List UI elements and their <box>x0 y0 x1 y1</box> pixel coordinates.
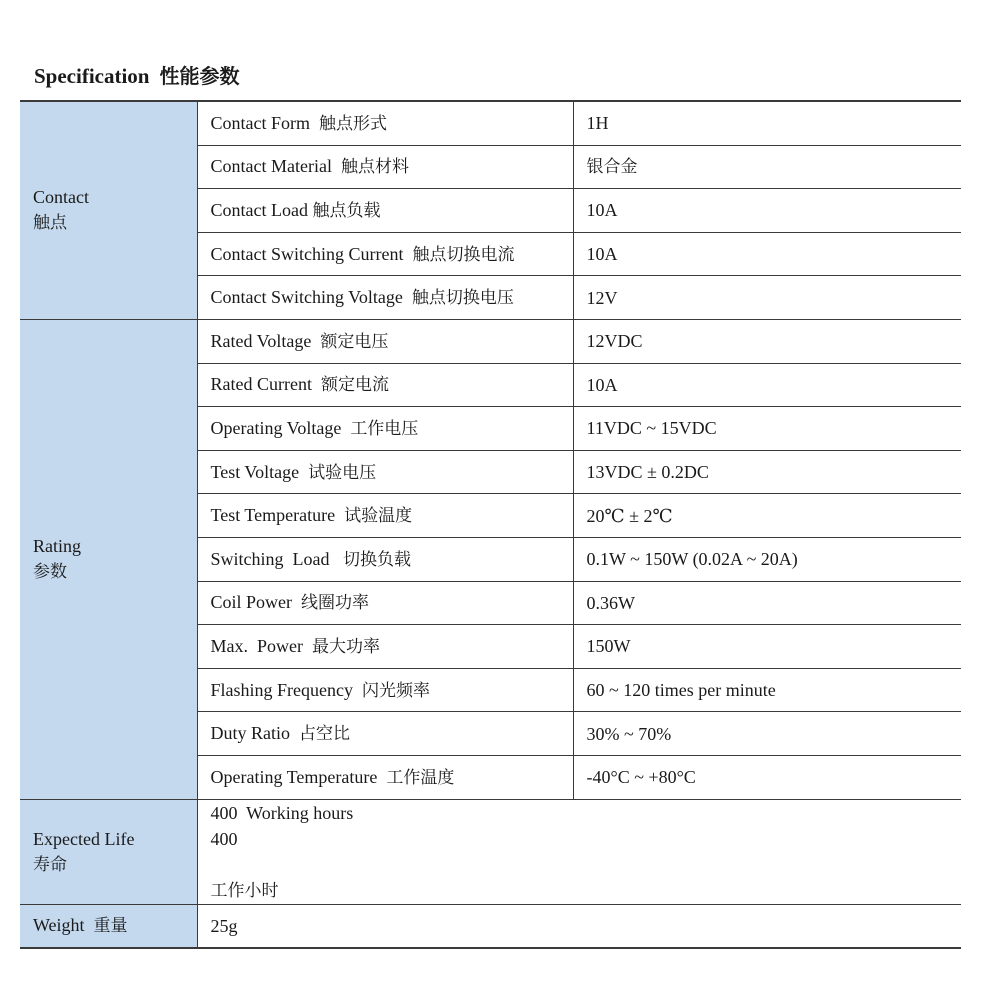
param-label-chinese: 闪光频率 <box>361 680 430 701</box>
table-row <box>20 319 961 363</box>
param-cell <box>197 232 573 276</box>
group-label-english: Rating <box>33 536 81 557</box>
param-cell <box>197 625 573 669</box>
param-label-chinese: 工作温度 <box>386 767 455 788</box>
param-label-english: Contact Switching Current <box>210 243 404 264</box>
param-cell <box>197 363 573 407</box>
param-label-chinese: 额定电流 <box>320 375 389 396</box>
param-label-chinese: 切换负载 <box>343 549 411 570</box>
param-cell <box>197 581 573 625</box>
value-cell: 10A <box>573 363 961 407</box>
value-cell: 60 ~ 120 times per minute <box>573 668 961 712</box>
value-cell: 11VDC ~ 15VDC <box>573 407 961 451</box>
param-label-english: Contact Load <box>210 199 308 220</box>
param-label-english: Operating Voltage <box>210 417 342 438</box>
life-hours-number: 400 <box>210 828 238 849</box>
value-cell: 20℃ ± 2℃ <box>573 494 961 538</box>
param-label-chinese: 占空比 <box>299 724 350 745</box>
value-cell: 0.1W ~ 150W (0.02A ~ 20A) <box>573 537 961 581</box>
param-label-english: Contact Switching Voltage <box>210 287 403 308</box>
life-line-english: 400 Working hours <box>210 802 354 823</box>
table-row <box>20 799 961 904</box>
table-row <box>20 904 961 948</box>
param-cell <box>197 145 573 189</box>
param-cell <box>197 189 573 233</box>
param-cell <box>197 755 573 799</box>
group-weight <box>20 904 197 948</box>
group-rating <box>20 319 197 799</box>
group-label-chinese: 寿命 <box>33 854 67 875</box>
table-row <box>20 101 961 145</box>
value-cell: 银合金 <box>573 145 961 189</box>
param-label-chinese: 额定电压 <box>320 331 389 352</box>
param-label-english: Operating Temperature <box>210 766 378 787</box>
group-label-english: Weight <box>33 915 85 935</box>
life-line-chinese <box>211 826 962 904</box>
value-cell: 1H <box>573 101 961 145</box>
param-cell <box>197 276 573 320</box>
value-cell: -40°C ~ +80°C <box>573 755 961 799</box>
param-label-english: Max. Power <box>210 635 303 656</box>
param-label-english: Contact Material <box>210 156 332 177</box>
group-label-chinese: 重量 <box>93 916 128 936</box>
param-label-english: Test Temperature <box>210 505 336 526</box>
param-label-chinese: 触点材料 <box>340 157 409 178</box>
group-label-chinese: 参数 <box>33 562 67 583</box>
param-label-chinese: 试验温度 <box>344 506 413 527</box>
param-label-chinese: 触点切换电流 <box>412 244 515 265</box>
param-label-english: Rated Current <box>210 374 312 395</box>
param-cell <box>197 450 573 494</box>
param-label-english: Switching Load <box>210 548 330 569</box>
group-expected-life <box>20 799 197 904</box>
param-label-chinese: 触点形式 <box>319 113 387 134</box>
param-label-english: Rated Voltage <box>210 330 312 351</box>
param-cell <box>197 319 573 363</box>
group-label-english: Contact <box>33 187 89 208</box>
value-cell: 0.36W <box>573 581 961 625</box>
param-label-english: Coil Power <box>210 592 293 613</box>
param-label-english: Test Voltage <box>210 461 300 482</box>
param-label-english: Duty Ratio <box>210 723 290 744</box>
expected-life-value <box>197 799 961 904</box>
param-label-chinese: 触点负载 <box>312 200 381 221</box>
param-label-chinese: 试验电压 <box>308 462 377 483</box>
value-cell: 12V <box>573 276 961 320</box>
value-cell: 10A <box>573 232 961 276</box>
page-title <box>34 62 240 90</box>
weight-value: 25g <box>197 904 961 948</box>
group-label-english: Expected Life <box>33 828 135 849</box>
param-label-chinese: 触点切换电压 <box>411 288 514 309</box>
param-cell <box>197 712 573 756</box>
param-cell <box>197 537 573 581</box>
param-cell <box>197 407 573 451</box>
param-cell <box>197 101 573 145</box>
value-cell: 13VDC ± 0.2DC <box>573 450 961 494</box>
specification-table <box>20 100 961 949</box>
param-label-chinese: 工作电压 <box>350 418 419 439</box>
value-cell: 12VDC <box>573 319 961 363</box>
param-label-chinese: 线圈功率 <box>301 593 370 614</box>
value-cell: 150W <box>573 625 961 669</box>
param-label-english: Contact Form <box>210 112 310 133</box>
title-chinese: 性能参数 <box>159 64 240 88</box>
title-english: Specification <box>34 64 150 88</box>
life-hours-chinese: 工作小时 <box>210 880 279 901</box>
param-cell <box>197 668 573 712</box>
value-cell: 30% ~ 70% <box>573 712 961 756</box>
value-cell: 10A <box>573 189 961 233</box>
param-label-english: Flashing Frequency <box>210 679 353 700</box>
param-label-chinese: 最大功率 <box>312 636 380 657</box>
param-cell <box>197 494 573 538</box>
group-contact <box>20 101 197 319</box>
group-label-chinese: 触点 <box>33 213 67 234</box>
